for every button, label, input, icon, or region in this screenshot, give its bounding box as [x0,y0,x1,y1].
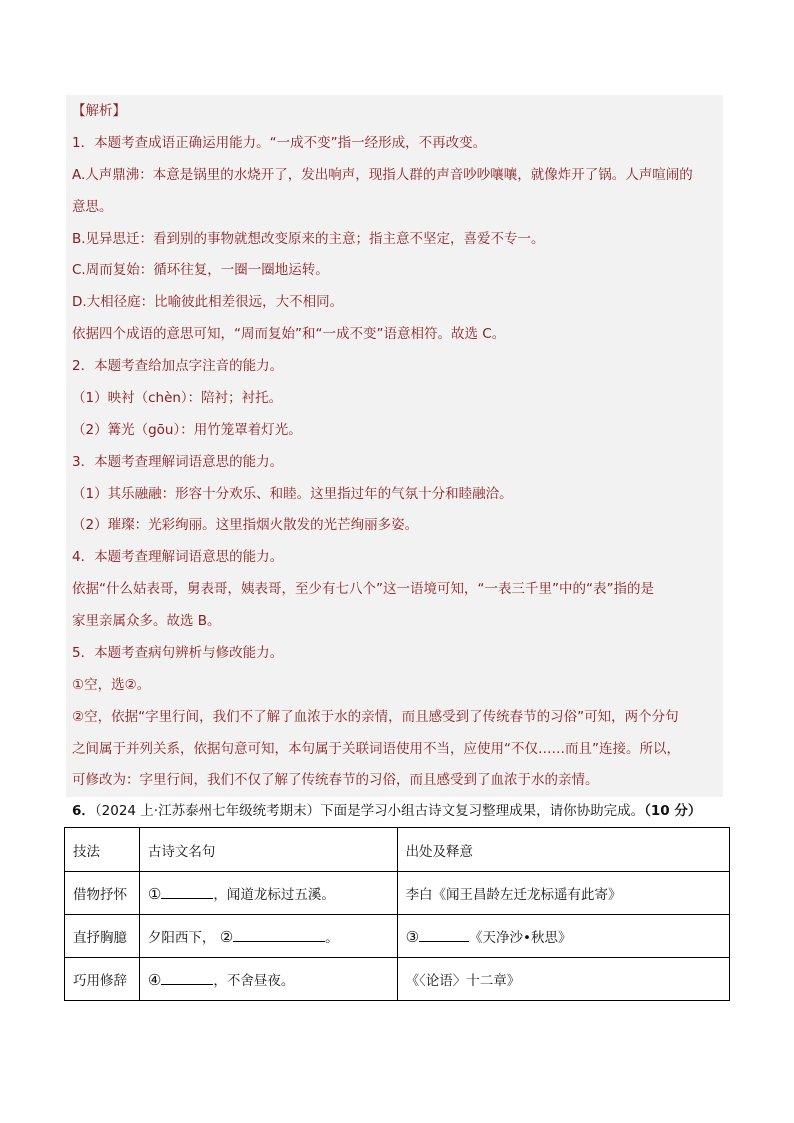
analysis-line: 4．本题考查理解词语意思的能力。 [72,549,284,565]
analysis-line: 1．本题考查成语正确运用能力。“一成不变”指一经形成，不再改变。 [72,135,487,151]
source-cell: 李白《闻王昌龄左迁龙标遥有此寄》 [397,872,729,915]
answer-blank-2[interactable] [233,927,325,942]
question-score: （10 分） [644,803,702,819]
blank-number: ③ [405,928,420,946]
answer-blank-3[interactable] [419,927,469,942]
poem-prefix: 夕阳西下， [147,930,216,946]
question-source: （2024 上·江苏泰州七年级统考期末） [94,803,321,819]
analysis-header: 【解析】 [72,103,126,119]
table-row [65,872,730,915]
blank-number: ① [147,885,162,903]
header-technique: 技法 [65,828,140,872]
technique-cell: 直抒胸臆 [65,915,140,958]
source-title: 《天净沙•秋思》 [469,930,572,946]
blank-number: ② [219,928,234,946]
poem-line-cell [139,958,397,1001]
analysis-line: 家里亲属众多。故选 B。 [72,613,221,629]
table-header-row [65,828,730,872]
analysis-line: 意思。 [72,199,113,215]
poem-text: 。 [325,930,339,946]
table-row [65,915,730,958]
analysis-line: ①空，选②。 [72,677,151,693]
blank-number: ④ [147,971,162,989]
question-number: 6． [72,803,95,819]
header-source: 出处及释意 [397,828,729,872]
table-row [65,958,730,1001]
analysis-line: （1）其乐融融：形容十分欢乐、和睦。这里指过年的气氛十分和睦融洽。 [72,486,513,502]
analysis-line: A.人声鼎沸：本意是锅里的水烧开了，发出响声，现指人群的声音吵吵嚷嚷，就像炸开了锅。人声喧闹的 [72,167,693,183]
technique-cell: 巧用修辞 [65,958,140,1001]
analysis-line: （1）映衬（chèn）：陪衬；衬托。 [72,390,283,406]
analysis-line: B.见异思迁：看到别的事物就想改变原来的主意；指主意不坚定，喜爱不专一。 [72,231,545,247]
poem-line-cell [139,915,397,958]
analysis-line: 5．本题考查病句辨析与修改能力。 [72,645,284,661]
analysis-line: D.大相径庭：比喻彼此相差很远，大不相同。 [72,294,344,310]
analysis-line: ②空，依据“字里行间，我们不了解了血浓于水的亲情，而且感受到了传统春节的习俗”可知，两个分句 [72,709,679,725]
analysis-panel [66,95,723,797]
analysis-line: （2）璀璨：光彩绚丽。这里指烟火散发的光芒绚丽多姿。 [72,517,419,533]
answer-blank-1[interactable] [161,884,213,899]
analysis-line: 可修改为：字里行间，我们不仅了解了传统春节的习俗，而且感受到了血浓于水的亲情。 [72,772,599,788]
question-text: 下面是学习小组古诗文复习整理成果，请你协助完成。 [320,803,645,819]
analysis-line: 依据四个成语的意思可知，“周而复始”和“一成不变”语意相符。故选 C。 [72,326,506,342]
analysis-line: （2）篝光（gōu）：用竹笼罩着灯光。 [72,422,302,438]
analysis-line: 之间属于并列关系，依据句意可知，本句属于关联词语使用不当，应使用“不仅……而且”连接。所以， [72,741,680,757]
analysis-line: 2．本题考查给加点字注音的能力。 [72,358,284,374]
analysis-line: C.周而复始：循环往复，一圈一圈地运转。 [72,262,329,278]
answer-blank-4[interactable] [161,970,213,985]
source-cell: 《〈论语〉十二章》 [397,958,729,1001]
technique-cell: 借物抒怀 [65,872,140,915]
poem-text: ，不舍昼夜。 [213,973,295,989]
poem-text: ，闻道龙标过五溪。 [213,887,335,903]
analysis-line: 依据“什么姑表哥，舅表哥，姨表哥，至少有七八个”这一语境可知，“一表三千里”中的“表”指的是 [72,581,654,597]
header-poem-line: 古诗文名句 [139,828,397,872]
question-6 [72,801,701,821]
poetry-table [64,827,730,1001]
poem-line-cell [139,872,397,915]
analysis-line: 3．本题考查理解词语意思的能力。 [72,454,284,470]
source-cell [397,915,729,958]
